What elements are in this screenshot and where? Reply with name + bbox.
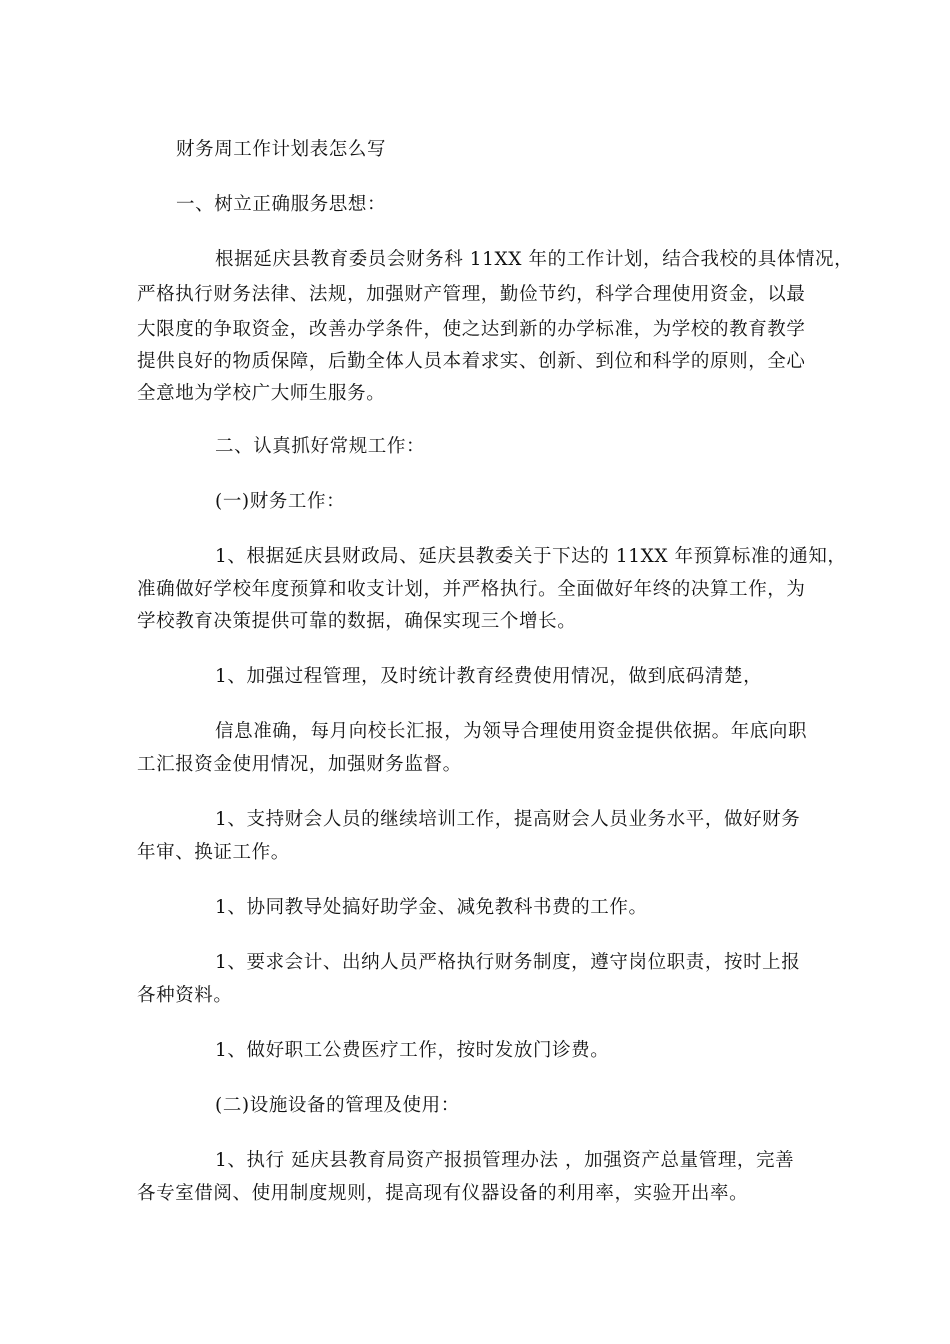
paragraph-6: 1、协同教导处搞好助学金、减免教科书费的工作。	[215, 897, 648, 918]
paragraph-2-line-1: 1、根据延庆县财政局、延庆县教委关于下达的 11XX 年预算标准的通知，	[215, 546, 847, 567]
paragraph-7-line-1: 1、要求会计、出纳人员严格执行财务制度，遵守岗位职责，按时上报	[215, 952, 801, 973]
paragraph-5-line-2: 年审、换证工作。	[137, 842, 290, 863]
paragraph-1-line-3: 大限度的争取资金，改善办学条件，使之达到新的办学标准，为学校的教育教学	[137, 319, 806, 340]
paragraph-1-line-2: 严格执行财务法律、法规，加强财产管理，勤俭节约，科学合理使用资金，以最	[137, 284, 806, 305]
paragraph-2-line-3: 学校教育决策提供可靠的数据，确保实现三个增长。	[137, 611, 577, 632]
paragraph-8: 1、做好职工公费医疗工作，按时发放门诊费。	[215, 1040, 610, 1061]
paragraph-7-line-2: 各种资料。	[137, 985, 233, 1006]
paragraph-2-line-2: 准确做好学校年度预算和收支计划，并严格执行。全面做好年终的决算工作，为	[137, 579, 806, 600]
section-heading-2: 二、认真抓好常规工作：	[215, 436, 426, 457]
paragraph-9-line-1: 1、执行 延庆县教育局资产报损管理办法 ，加强资产总量管理，完善	[215, 1150, 795, 1171]
paragraph-9-line-2: 各专室借阅、使用制度规则，提高现有仪器设备的利用率，实验开出率。	[137, 1183, 749, 1204]
paragraph-5-line-1: 1、支持财会人员的继续培训工作，提高财会人员业务水平，做好财务	[215, 809, 801, 830]
paragraph-4-line-2: 工汇报资金使用情况，加强财务监督。	[137, 754, 462, 775]
paragraph-1-line-5: 全意地为学校广大师生服务。	[137, 383, 386, 404]
document-title: 财务周工作计划表怎么写	[176, 139, 387, 160]
section-heading-1: 一、树立正确服务思想：	[176, 194, 387, 215]
paragraph-4-line-1: 信息准确，每月向校长汇报，为领导合理使用资金提供依据。年底向职	[215, 721, 808, 742]
paragraph-1-line-4: 提供良好的物质保障，后勤全体人员本着求实、创新、到位和科学的原则，全心	[137, 351, 806, 372]
paragraph-3: 1、加强过程管理，及时统计教育经费使用情况，做到底码清楚，	[215, 666, 763, 687]
paragraph-1-line-1: 根据延庆县教育委员会财务科 11XX 年的工作计划，结合我校的具体情况，	[215, 249, 854, 270]
subsection-heading-1: (一)财务工作：	[215, 491, 346, 512]
subsection-heading-2: (二)设施设备的管理及使用：	[215, 1095, 460, 1116]
